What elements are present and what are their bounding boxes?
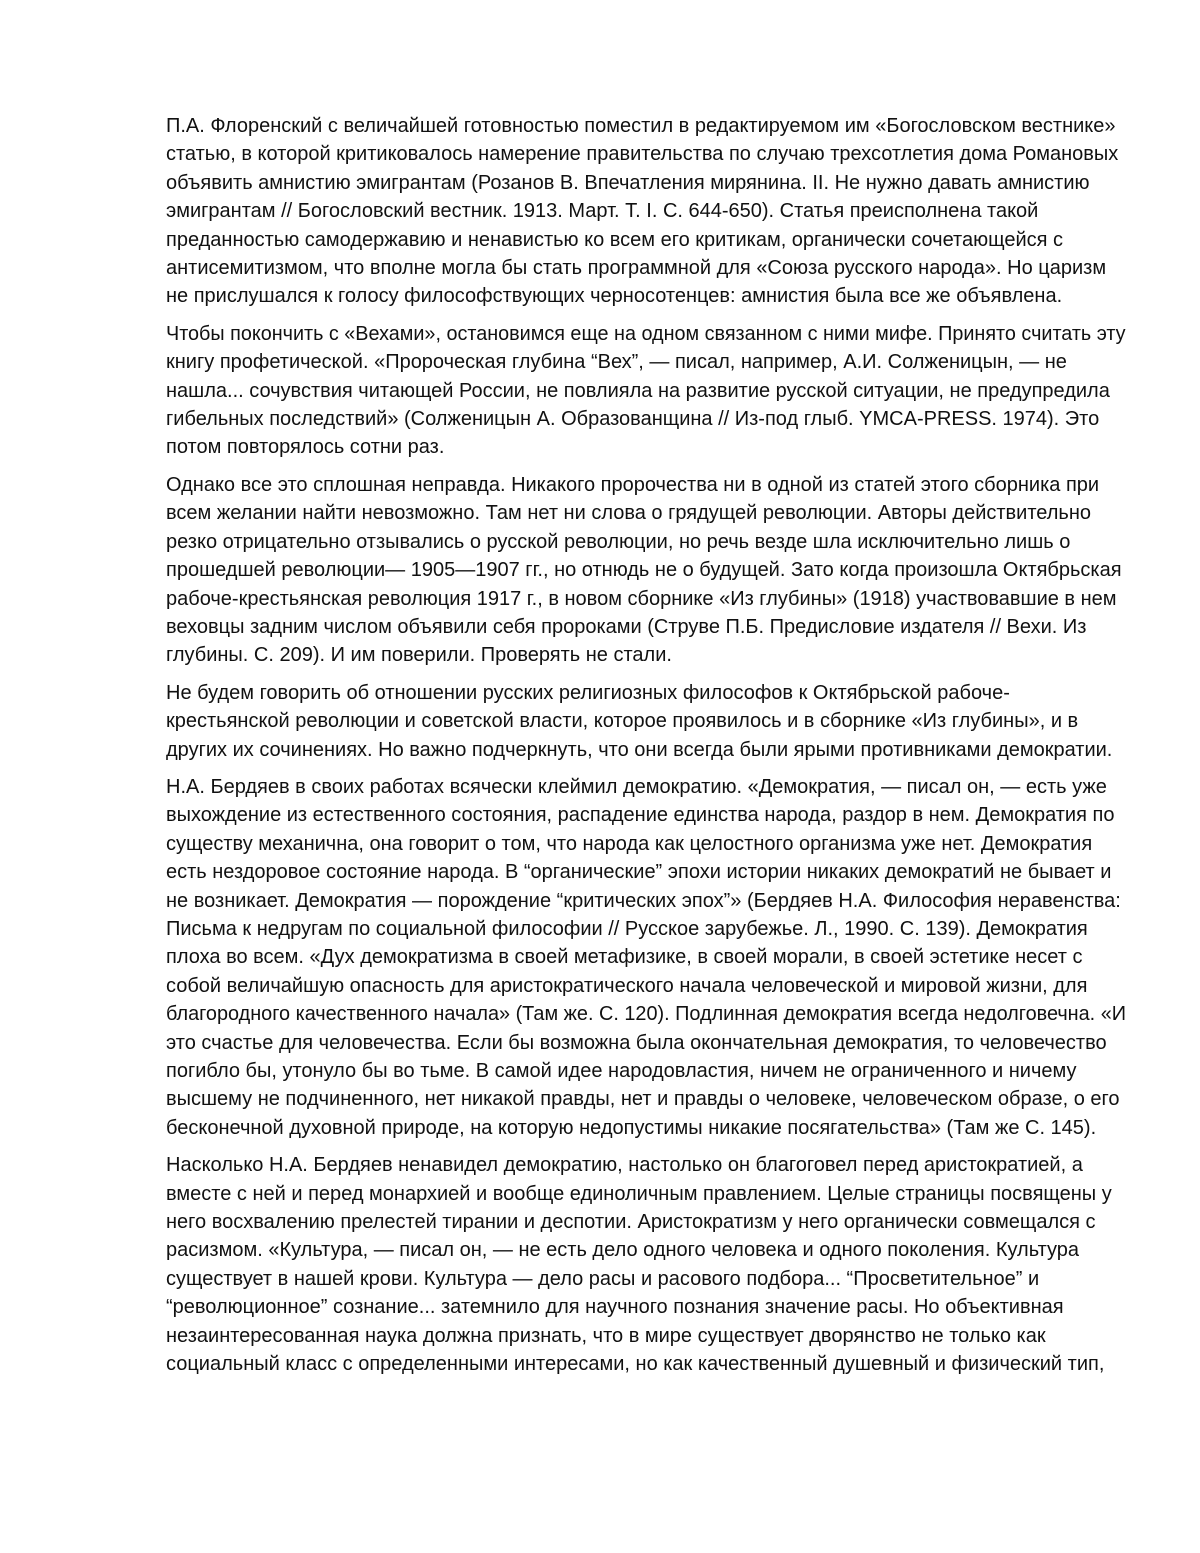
- text-line: веховцы задним числом объявили себя пророками (Струве П.Б. Предисловие издателя // Вехи. Из: [166, 615, 1087, 638]
- text-line: не прислушался к голосу философствующих черносотенцев: амнистия была все же объявлена.: [166, 285, 1063, 308]
- paragraph-3: [166, 471, 1126, 670]
- text-line: антисемитизмом, что вполне могла бы стать программной для «Союза русского народа». Но царизм: [166, 257, 1107, 280]
- text-line: благородного качественного начала» (Там же. С. 120). Подлинная демократия всегда недолговечна. «И: [166, 1003, 1127, 1026]
- text-line: преданностью самодержавию и ненавистью ко всем его критикам, органически сочетающейся с: [166, 228, 1064, 251]
- text-line: незаинтересованная наука должна признать, что в мире существует дворянство не только как: [166, 1324, 1046, 1347]
- text-line: гибельных последствий» (Солженицын А. Образованщина // Из-под глыб. YMCA-PRESS. 1974). Это: [166, 408, 1100, 431]
- text-line: существу механична, она говорит о том, что народа как целостного организма уже нет. Демократия: [166, 832, 1093, 855]
- text-line: прошедшей революции— 1905—1907 гг., но отнюдь не о будущей. Зато когда произошла Октябрьская: [166, 559, 1122, 582]
- text-line: Чтобы покончить с «Вехами», остановимся еще на одном связанном с ними мифе. Принято считать эту: [166, 322, 1126, 345]
- text-line: высшему не подчиненного, нет никакой правды, нет и правды о человеке, человеческом образе, о его: [166, 1088, 1120, 1111]
- paragraph-5: [166, 773, 1126, 1142]
- text-line: Насколько Н.А. Бердяев ненавидел демократию, настолько он благоговел перед аристократией, а: [166, 1154, 1083, 1177]
- paragraph-6: [166, 1151, 1126, 1378]
- text-line: существует в нашей крови. Культура — дело расы и расового подбора... “Просветительное” и: [166, 1267, 1040, 1290]
- paragraph-4: [166, 679, 1126, 764]
- text-line: это счастье для человечества. Если бы возможна была окончательная демократия, то человечество: [166, 1031, 1107, 1054]
- text-line: нашла... сочувствия читающей России, не повлияла на развитие русской ситуации, не предупредила: [166, 379, 1110, 402]
- text-line: объявить амнистию эмигрантам (Розанов В. Впечатления мирянина. II. Не нужно давать амнистию: [166, 171, 1090, 194]
- paragraph-1: [166, 112, 1126, 311]
- text-line: Н.А. Бердяев в своих работах всячески клеймил демократию. «Демократия, — писал он, — есть уже: [166, 775, 1107, 798]
- text-line: не возникает. Демократия — порождение “критических эпох”» (Бердяев Н.А. Философия неравенства:: [166, 889, 1121, 912]
- text-line: других их сочинениях. Но важно подчеркнуть, что они всегда были ярыми противниками демократии.: [166, 738, 1113, 761]
- text-line: собой величайшую опасность для аристократического начала человеческой и мировой жизни, для: [166, 974, 1088, 997]
- text-line: рабоче-крестьянская революция 1917 г., в новом сборнике «Из глубины» (1918) участвовавшие в нем: [166, 587, 1117, 610]
- text-line: плоха во всем. «Дух демократизма в своей метафизике, в своей морали, в своей эстетике несет с: [166, 946, 1083, 969]
- text-line: есть нездоровое состояние народа. В “органические” эпохи истории никаких демократий не бывает и: [166, 861, 1112, 884]
- text-line: погибло бы, утонуло бы во тьме. В самой идее народовластия, ничем не ограниченного и ничему: [166, 1060, 1077, 1082]
- text-line: Письма к недругам по социальной философии // Русское зарубежье. Л., 1990. С. 139). Демократия: [166, 917, 1088, 940]
- text-line: П.А. Флоренский с величайшей готовностью поместил в редактируемом им «Богословском вестнике»: [166, 115, 1116, 137]
- text-line: резко отрицательно отзывались о русской революции, но речь везде шла исключительно лишь о: [166, 530, 1071, 553]
- text-line: потом повторялось сотни раз.: [166, 436, 445, 459]
- paragraph-2: [166, 320, 1126, 462]
- text-line: “революционное” сознание... затемнило для научного познания значение расы. Но объективная: [166, 1296, 1064, 1319]
- document-page: [166, 112, 1126, 1387]
- text-line: книгу профетической. «Пророческая глубина “Вех”, — писал, например, А.И. Солженицын, — не: [166, 351, 1067, 374]
- text-line: социальный класс с определенными интересами, но как качественный душевный и физический тип,: [166, 1353, 1105, 1376]
- text-line: него восхвалению прелестей тирании и деспотии. Аристократизм у него органически совмещался с: [166, 1211, 1096, 1234]
- text-line: бесконечной духовной природе, на которую недопустимы никакие посягательства» (Там же С. 145).: [166, 1116, 1097, 1139]
- text-line: расизмом. «Культура, — писал он, — не есть дело одного человека и одного поколения. Культура: [166, 1239, 1079, 1262]
- text-line: всем желании найти невозможно. Там нет ни слова о грядущей революции. Авторы действительно: [166, 502, 1091, 525]
- text-line: глубины. С. 209). И им поверили. Проверять не стали.: [166, 644, 672, 667]
- text-line: крестьянской революции и советской власти, которое проявилось и в сборнике «Из глубины», и в: [166, 710, 1079, 733]
- text-line: эмигрантам // Богословский вестник. 1913. Март. Т. I. С. 644-650). Статья преисполнена такой: [166, 200, 1039, 223]
- text-line: Однако все это сплошная неправда. Никакого пророчества ни в одной из статей этого сборника при: [166, 473, 1100, 496]
- text-line: Не будем говорить об отношении русских религиозных философов к Октябрьской рабоче-: [166, 681, 1010, 704]
- text-line: выхождение из естественного состояния, распадение единства народа, раздор в нем. Демократия по: [166, 804, 1115, 827]
- text-line: вместе с ней и перед монархией и вообще единоличным правлением. Целые страницы посвящены у: [166, 1182, 1112, 1205]
- text-line: статью, в которой критиковалось намерение правительства по случаю трехсотлетия дома Романовых: [166, 143, 1119, 166]
